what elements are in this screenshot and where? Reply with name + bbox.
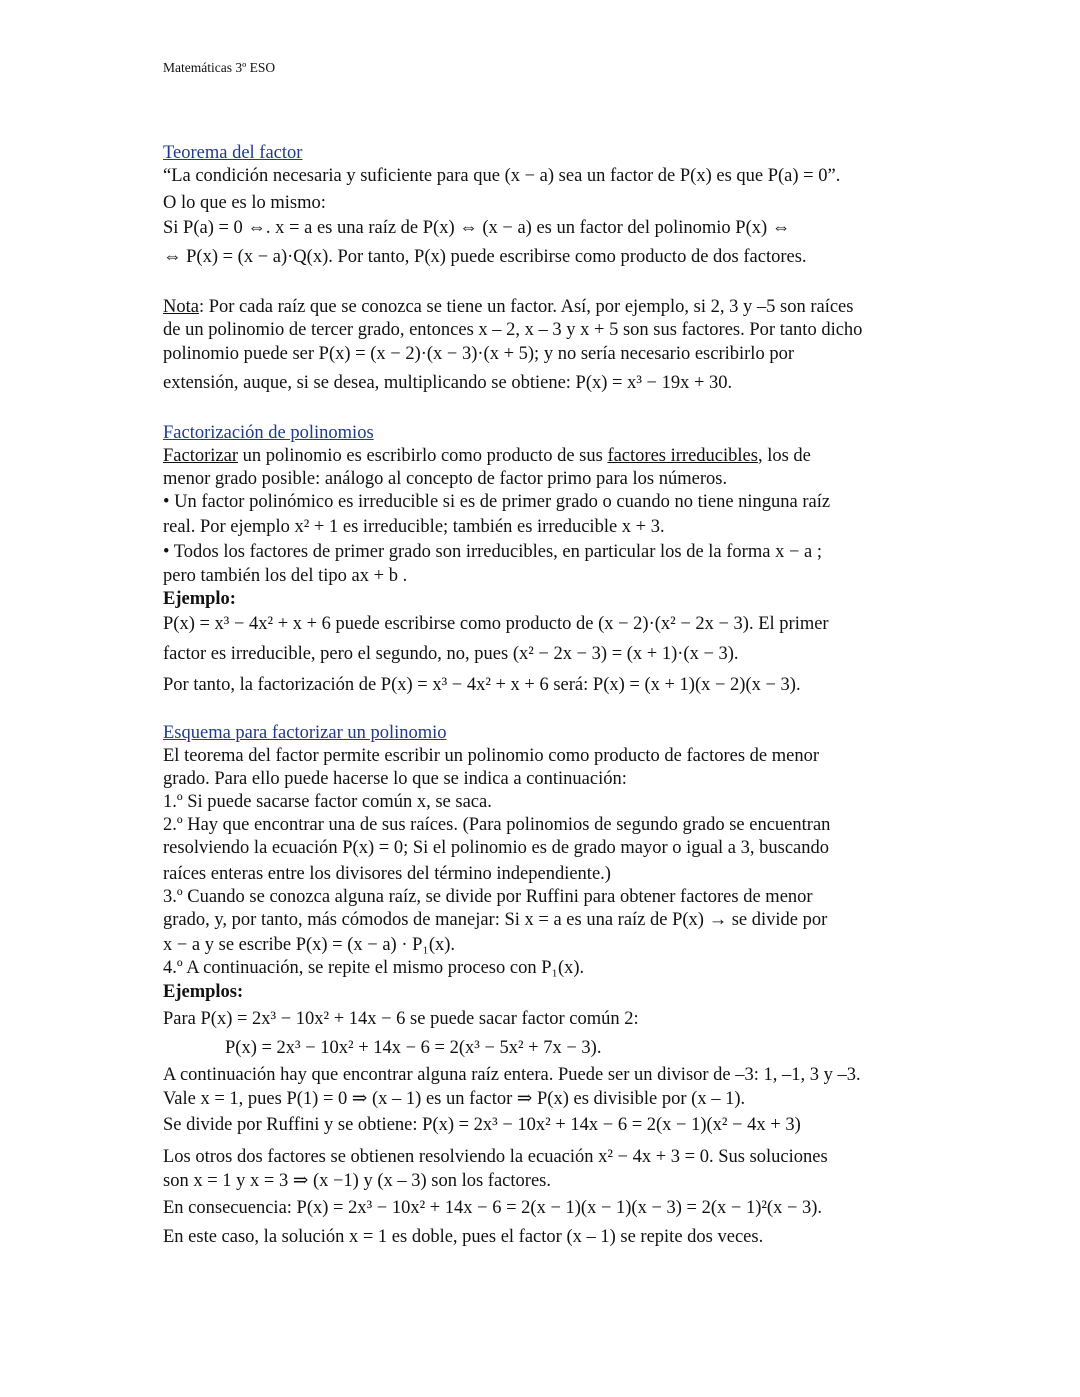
ejemplos-line-7: son x = 1 y x = 3 ⇒ (x −1) y (x – 3) son los factores. xyxy=(163,1171,551,1191)
ejemplo-line-2: factor es irreducible, pero el segundo, no, pues (x² − 2x − 3) = (x + 1)·(x − 3). xyxy=(163,644,739,664)
esquema-step-3: 3.º Cuando se conozca alguna raíz, se divide por Ruffini para obtener factores de menor xyxy=(163,887,813,907)
heading-esquema: Esquema para factorizar un polinomio xyxy=(163,723,447,743)
factorizacion-text-1b: un polinomio es escribirlo como producto de sus xyxy=(238,446,608,466)
esquema-line-1: El teorema del factor permite escribir un polinomio como producto de factores de menor xyxy=(163,746,820,766)
ejemplos-line-1: Para P(x) = 2x³ − 10x² + 14x − 6 se puede sacar factor común 2: xyxy=(163,1009,639,1029)
ejemplos-line-8: En consecuencia: P(x) = 2x³ − 10x² + 14x − 6 = 2(x − 1)(x − 1)(x − 3) = 2(x − 1)²(x − 3). xyxy=(163,1198,823,1218)
factorizacion-bullet-1: • Un factor polinómico es irreducible si es de primer grado o cuando no tiene ninguna raíz xyxy=(163,492,831,512)
esquema-line-6: raíces enteras entre los divisores del término independiente.) xyxy=(163,864,611,884)
teorema-line-2: O lo que es lo mismo: xyxy=(163,193,326,213)
ejemplos-line-3: A continuación hay que encontrar alguna raíz entera. Puede ser un divisor de –3: 1, –1, 3 y –3. xyxy=(163,1065,861,1085)
esquema-step-4: 4.º A continuación, se repite el mismo proceso con P₁(x). xyxy=(163,958,585,978)
ejemplos-line-4: Vale x = 1, pues P(1) = 0 ⇒ (x – 1) es un factor ⇒ P(x) es divisible por (x – 1). xyxy=(163,1089,746,1109)
teorema-line-3: Si P(a) = 0 ⇔. x = a es una raíz de P(x) ⇔ (x − a) es un factor del polinomio P(x) ⇔ xyxy=(163,218,791,238)
esquema-step-2: 2.º Hay que encontrar una de sus raíces. (Para polinomios de segundo grado se encuentran xyxy=(163,815,831,835)
ejemplo-line-3: Por tanto, la factorización de P(x) = x³ − 4x² + x + 6 será: P(x) = (x + 1)(x − 2)(x − 3). xyxy=(163,675,801,695)
factorizacion-text-1d: , los de xyxy=(757,446,811,466)
esquema-line-8: grado, y, por tanto, más cómodos de manejar: Si x = a es una raíz de P(x) → se divide por xyxy=(163,910,828,930)
esquema-line-2: grado. Para ello puede hacerse lo que se indica a continuación: xyxy=(163,769,627,789)
factorizacion-line-4: real. Por ejemplo x² + 1 es irreducible; también es irreducible x + 3. xyxy=(163,517,665,537)
factorizacion-line-2: menor grado posible: análogo al concepto de factor primo para los números. xyxy=(163,469,728,489)
ejemplos-line-9: En este caso, la solución x = 1 es doble, pues el factor (x – 1) se repite dos veces. xyxy=(163,1227,764,1247)
nota-text-1: : Por cada raíz que se conozca se tiene un factor. Así, por ejemplo, si 2, 3 y –5 son raíces xyxy=(198,297,854,317)
teorema-line-1: “La condición necesaria y suficiente para que (x − a) sea un factor de P(x) es que P(a) = 0”. xyxy=(163,166,841,186)
term-factores-irreducibles: factores irreducibles xyxy=(607,446,758,466)
ejemplos-label: Ejemplos: xyxy=(163,982,244,1002)
nota-line-2: de un polinomio de tercer grado, entonces x – 2, x – 3 y x + 5 son sus factores. Por tanto dicho xyxy=(163,320,863,340)
heading-factorizacion: Factorización de polinomios xyxy=(163,423,374,443)
page-header: Matemáticas 3º ESO xyxy=(163,60,276,75)
nota-line-4: extensión, auque, si se desea, multiplicando se obtiene: P(x) = x³ − 19x + 30. xyxy=(163,373,733,393)
term-factorizar: Factorizar xyxy=(163,446,238,466)
factorizacion-line-6: pero también los del tipo ax + b . xyxy=(163,566,408,586)
esquema-line-5: resolviendo la ecuación P(x) = 0; Si el polinomio es de grado mayor o igual a 3, buscando xyxy=(163,838,829,858)
ejemplos-line-2: P(x) = 2x³ − 10x² + 14x − 6 = 2(x³ − 5x² + 7x − 3). xyxy=(225,1038,602,1058)
ejemplo-label: Ejemplo: xyxy=(163,589,236,609)
heading-teorema-del-factor: Teorema del factor xyxy=(163,143,303,163)
ejemplos-line-5: Se divide por Ruffini y se obtiene: P(x) = 2x³ − 10x² + 14x − 6 = 2(x − 1)(x² − 4x + 3) xyxy=(163,1115,801,1135)
ejemplo-line-1: P(x) = x³ − 4x² + x + 6 puede escribirse como producto de (x − 2)·(x² − 2x − 3). El primer xyxy=(163,614,829,634)
teorema-line-4: ⇔ P(x) = (x − a)·Q(x). Por tanto, P(x) puede escribirse como producto de dos factores. xyxy=(163,247,807,267)
nota-line-1 xyxy=(163,296,853,318)
esquema-line-9: x − a y se escribe P(x) = (x − a) · P₁(x). xyxy=(163,935,456,955)
ejemplos-line-6: Los otros dos factores se obtienen resolviendo la ecuación x² − 4x + 3 = 0. Sus soluciones xyxy=(163,1147,828,1167)
nota-line-3: polinomio puede ser P(x) = (x − 2)·(x − 3)·(x + 5); y no sería necesario escribirlo por xyxy=(163,344,794,364)
esquema-step-1: 1.º Si puede sacarse factor común x, se saca. xyxy=(163,792,492,812)
factorizacion-bullet-2: • Todos los factores de primer grado son irreducibles, en particular los de la forma x − a ; xyxy=(163,542,822,562)
nota-label: Nota xyxy=(163,297,199,317)
factorizacion-line-1 xyxy=(163,445,811,467)
